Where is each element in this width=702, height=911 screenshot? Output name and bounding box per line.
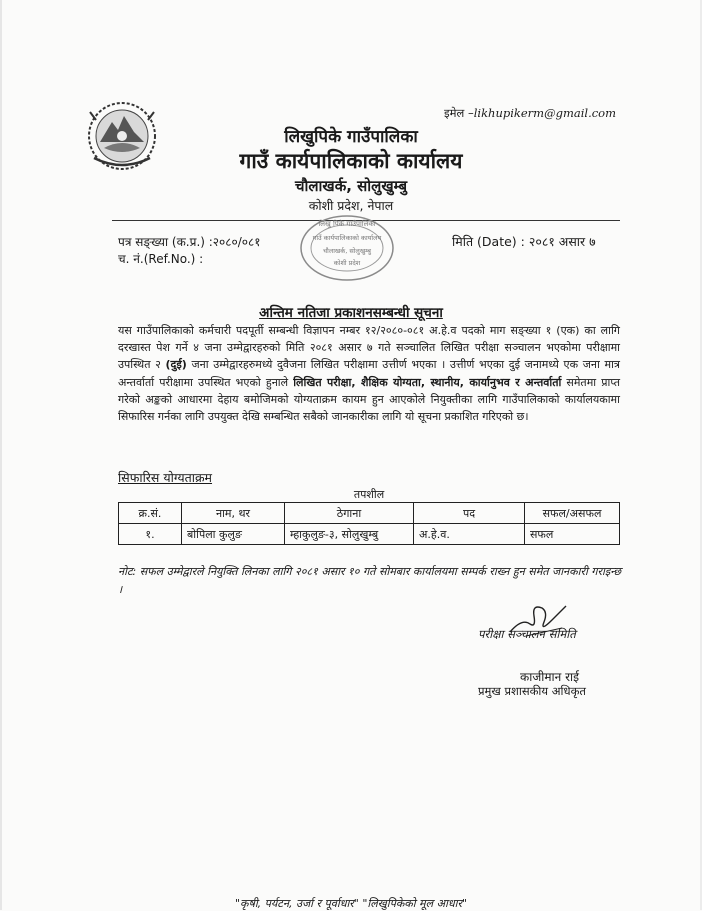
stamp-ring-mid: गाउँ कार्यपालिकाको कार्यालय [312, 234, 382, 242]
body-bold-2: लिखित परीक्षा, शैक्षिक योग्यता, स्थानीय, कार्यानुभव र अन्तर्वार्ता [293, 375, 562, 389]
note-text: नोट: सफल उम्मेद्वारले नियुक्ति लिनका लागि २०८१ असार १० गते सोमबार कार्यालयमा सम्पर्क राख्न हुन समेत जानकारी गराइन्छ । [118, 565, 622, 596]
merit-heading: सिफारिस योग्यताक्रम [118, 470, 213, 485]
col-name: नाम, थर [182, 503, 285, 524]
result-table [118, 502, 620, 545]
cell-name: बोपिला कुलुङ [182, 524, 285, 545]
signatory-title: प्रमुख प्रशासकीय अधिकृत [478, 684, 586, 698]
cell-result: सफल [525, 524, 620, 545]
letter-number: पत्र सङ्ख्या (क.प्र.) :२०८०/०८१ [118, 235, 261, 249]
notice-body [118, 322, 620, 425]
email-line [444, 106, 616, 121]
email-label: इमेल – [444, 106, 474, 120]
col-serial: क्र.सं. [119, 503, 182, 524]
stamp-line1: चौलाखर्क, सोलुखुम्बु [323, 247, 371, 255]
cell-post: अ.हे.व. [414, 524, 525, 545]
email-address: likhupikerm@gmail.com [473, 106, 616, 120]
stamp-ring-top: लिखु पिके गाउँपालिका [318, 220, 376, 228]
province-line: कोशी प्रदेश, नेपाल [308, 198, 394, 213]
table-title: तपशील [353, 488, 385, 501]
footer-slogan: "कृषी, पर्यटन, उर्जा र पूर्वाधार" "लिखुपिकेको मूल आधार" [234, 897, 468, 910]
body-part-2: जना उम्मेद्वारहरुमध्ये दुवैजना लिखित परीक्षामा उत्तीर्ण भएका । उत्तीर्ण भएका दुई जनामध्ये एक जना मात्र अन्तर्वार्ता परीक्षामा उपस्थित भएको हुनाले [118, 358, 620, 389]
signatory-name: काजीमान राई [520, 670, 580, 684]
body-part-3: समेतमा प्राप्त गरेको अङ्कको आधारमा देहाय बमोजिमको योग्यताक्रम कायम हुन आएकोले नियुक्तीका लागि गाउँपालिकाको कार्यालयकामा सिफारिस गर्नका लागि उपयुक्त देखि सम्बन्धित सबैको जानकारीका लागि यो सूचना प्रकाशित गरिएको छ। [118, 375, 620, 424]
body-bold-1: (दुई) [165, 358, 187, 372]
notice-subject [0, 303, 702, 321]
table-header-row [119, 503, 620, 524]
office-address: चौलाखर्क, सोलुखुम्बु [294, 177, 408, 195]
table-row [119, 524, 620, 545]
col-address: ठेगाना [285, 503, 414, 524]
exam-committee: परीक्षा सञ्चालन समिति [478, 627, 576, 641]
cell-serial: १. [119, 524, 182, 545]
col-result: सफल/असफल [525, 503, 620, 524]
col-post: पद [414, 503, 525, 524]
office-name: गाउँ कार्यपालिकाको कार्यालय [239, 149, 463, 173]
letter-date: मिति (Date) : २०८१ असार ७ [452, 234, 596, 249]
dispatch-number: च. नं.(Ref.No.) : [118, 252, 204, 266]
notice-subject-text: अन्तिम नतिजा प्रकाशनसम्बन्धी सूचना [259, 305, 443, 321]
municipality-name: लिखुपिके गाउँपालिका [284, 127, 418, 147]
stamp-line2: कोशी प्रदेश [333, 259, 361, 267]
cell-address: म्हाकुलुङ-३, सोलुखुम्बु [285, 524, 414, 545]
body-part-1: यस गाउँपालिकाको कर्मचारी पदपूर्ती सम्बन्धी विज्ञापन नम्बर १२/२०८०-०८१ अ.हे.व पदको माग सङ्ख्या १ (एक) का लागि दरखास्त पेश गर्ने ४ जना उम्मेद्वारहरुको मिति २०८१ असार ७ गते सञ्चालित लिखित परीक्षा सञ्चालन भएकोमा परीक्षामा उपस्थित २ [118, 324, 620, 372]
official-stamp [298, 213, 396, 283]
